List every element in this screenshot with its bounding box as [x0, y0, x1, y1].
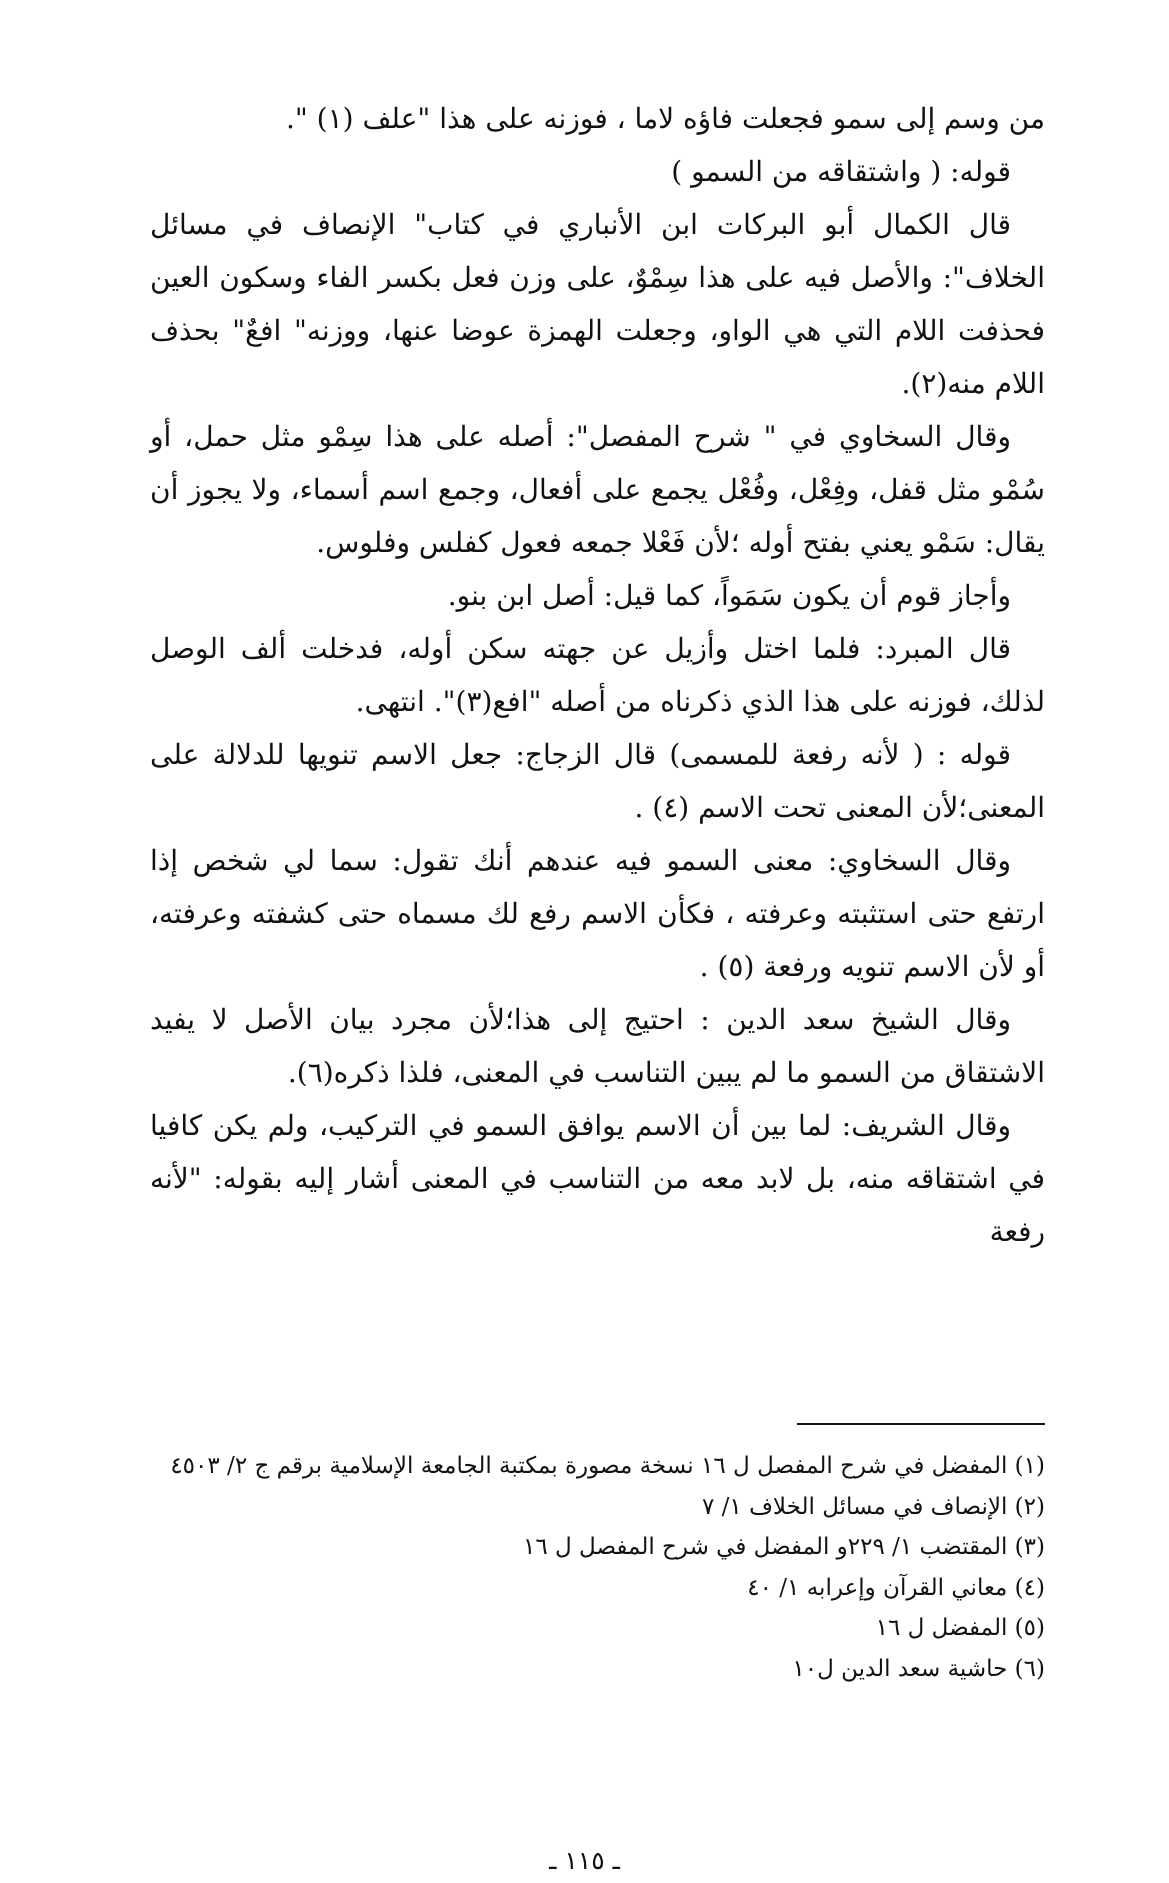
paragraph-8: وقال السخاوي: معنى السمو فيه عندهم أنك تقول: سما لي شخص إذا ارتفع حتى استثبته وعرفته ، فكأن الاسم رفع لك مسماه حتى كشفته وعرفته، أو لأن الاسم تنويه ورفعة (٥) . — [150, 844, 1045, 983]
footnote-5: (٥) المفضل ل ١٦ — [875, 1615, 1045, 1641]
footnote-3: (٣) المقتضب ١/ ٢٢٩و المفضل في شرح المفصل ل ١٦ — [523, 1534, 1045, 1560]
footnote-divider — [797, 1423, 1045, 1425]
footnote-2: (٢) الإنصاف في مسائل الخلاف ١/ ٧ — [702, 1493, 1045, 1520]
paragraph-9: وقال الشيخ سعد الدين : احتيج إلى هذا؛لأن مجرد بيان الأصل لا يفيد الاشتقاق من السمو ما لم يبين التناسب في المعنى، فلذا ذكره(٦). — [150, 1003, 1045, 1089]
paragraph-1: من وسم إلى سمو فجعلت فاؤه لاما ، فوزنه على هذا "علف (١) ". — [285, 102, 1045, 135]
body-text — [150, 92, 1045, 1258]
footnote-1: (١) المفضل في شرح المفصل ل ١٦ نسخة مصورة بمكتبة الجامعة الإسلامية برقم ج ٢/ ٤٥٠٣ — [170, 1453, 1045, 1479]
paragraph-6: قال المبرد: فلما اختل وأزيل عن جهته سكن أوله، فدخلت ألف الوصل لذلك، فوزنه على هذا الذي ذكرناه من أصله "افع(٣)". انتهى. — [150, 632, 1045, 718]
page-number: ـ ١١٥ ـ — [549, 1846, 620, 1875]
paragraph-4: وقال السخاوي في " شرح المفصل": أصله على هذا سِمْو مثل حمل، أو سُمْو مثل قفل، وفِعْل، وفُعْل يجمع على أفعال، وجمع اسم أسماء، ولا يجوز أن يقال: سَمْو يعني بفتح أوله ؛لأن فَعْلا جمعه فعول كفلس وفلوس. — [150, 420, 1045, 559]
paragraph-3: قال الكمال أبو البركات ابن الأنباري في كتاب" الإنصاف في مسائل الخلاف": والأصل فيه على هذا سِمْوٌ، على وزن فعل بكسر الفاء وسكون العين فحذفت اللام التي هي الواو، وجعلت الهمزة عوضا عنها، ووزنه" افعٌ" بحذف اللام منه(٢). — [150, 208, 1046, 400]
paragraph-2: قوله: ( واشتقاقه من السمو ) — [671, 155, 1011, 188]
document-page — [150, 92, 1045, 1258]
paragraph-10: وقال الشريف: لما بين أن الاسم يوافق السمو في التركيب، ولم يكن كافيا في اشتقاقه منه، بل لابد معه من التناسب في المعنى أشار إليه بقوله: "لأنه رفعة — [150, 1109, 1045, 1248]
footnote-4: (٤) معاني القرآن وإعرابه ١/ ٤٠ — [747, 1574, 1045, 1601]
paragraph-5: وأجاز قوم أن يكون سَمَواً، كما قيل: أصل ابن بنو. — [447, 579, 1011, 612]
footnotes — [150, 1446, 1045, 1689]
paragraph-7: قوله : ( لأنه رفعة للمسمى) قال الزجاج: جعل الاسم تنويها للدلالة على المعنى؛لأن المعنى تحت الاسم (٤) . — [150, 738, 1045, 824]
footnote-6: (٦) حاشية سعد الدين ل١٠ — [792, 1655, 1045, 1682]
